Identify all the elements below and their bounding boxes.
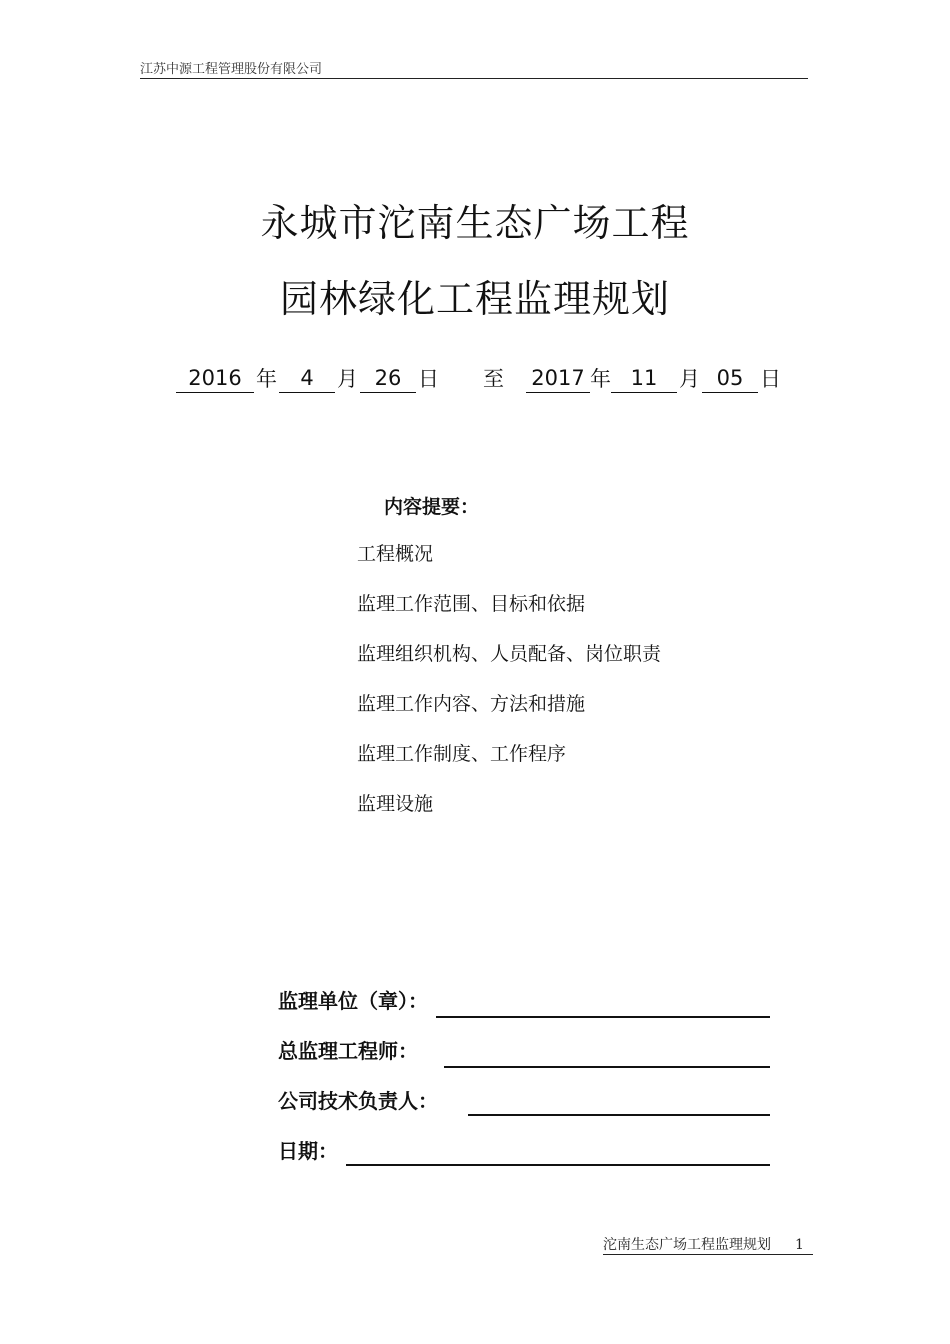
start-day-unit: 日: [418, 367, 439, 391]
end-year-unit: 年: [590, 367, 611, 391]
tech-lead-line: [468, 1114, 770, 1116]
start-month: 4: [279, 364, 335, 393]
summary-heading: 内容提要：: [384, 496, 480, 518]
page-footer: [603, 1234, 813, 1255]
end-day: 05: [702, 364, 758, 393]
page-header: [140, 58, 808, 79]
title-line-2: 园林绿化工程监理规划: [279, 277, 670, 321]
end-month: 11: [611, 364, 677, 393]
supervision-unit-line: [436, 1016, 770, 1018]
date-label: 日期：: [278, 1139, 338, 1163]
tech-lead-label: 公司技术负责人：: [278, 1089, 438, 1113]
end-year: 2017: [526, 364, 590, 393]
period-to: 至: [483, 367, 504, 391]
summary-item: 监理工作范围、目标和依据: [357, 593, 586, 615]
title-line-1: 永城市沱南生态广场工程: [260, 201, 690, 245]
start-day: 26: [360, 364, 416, 393]
start-year: 2016: [176, 364, 254, 393]
footer-doc-name: 沱南生态广场工程监理规划: [603, 1237, 771, 1253]
start-year-unit: 年: [256, 367, 277, 391]
summary-item: 监理工作内容、方法和措施: [357, 693, 586, 715]
summary-item: 工程概况: [357, 543, 434, 565]
summary-item: 监理设施: [357, 793, 434, 815]
page-number: 1: [795, 1237, 804, 1253]
summary-item: 监理组织机构、人员配备、岗位职责: [357, 643, 662, 665]
end-day-unit: 日: [760, 367, 781, 391]
summary-item: 监理工作制度、工作程序: [357, 743, 567, 765]
summary-list: [357, 540, 661, 840]
start-month-unit: 月: [337, 367, 358, 391]
chief-engineer-line: [444, 1066, 770, 1068]
date-line: [346, 1164, 770, 1166]
company-name: 江苏中源工程管理股份有限公司: [140, 62, 323, 77]
supervision-unit-label: 监理单位（章）：: [278, 989, 428, 1013]
end-month-unit: 月: [679, 367, 700, 391]
chief-engineer-label: 总监理工程师：: [278, 1039, 418, 1063]
period-row: [176, 364, 783, 396]
